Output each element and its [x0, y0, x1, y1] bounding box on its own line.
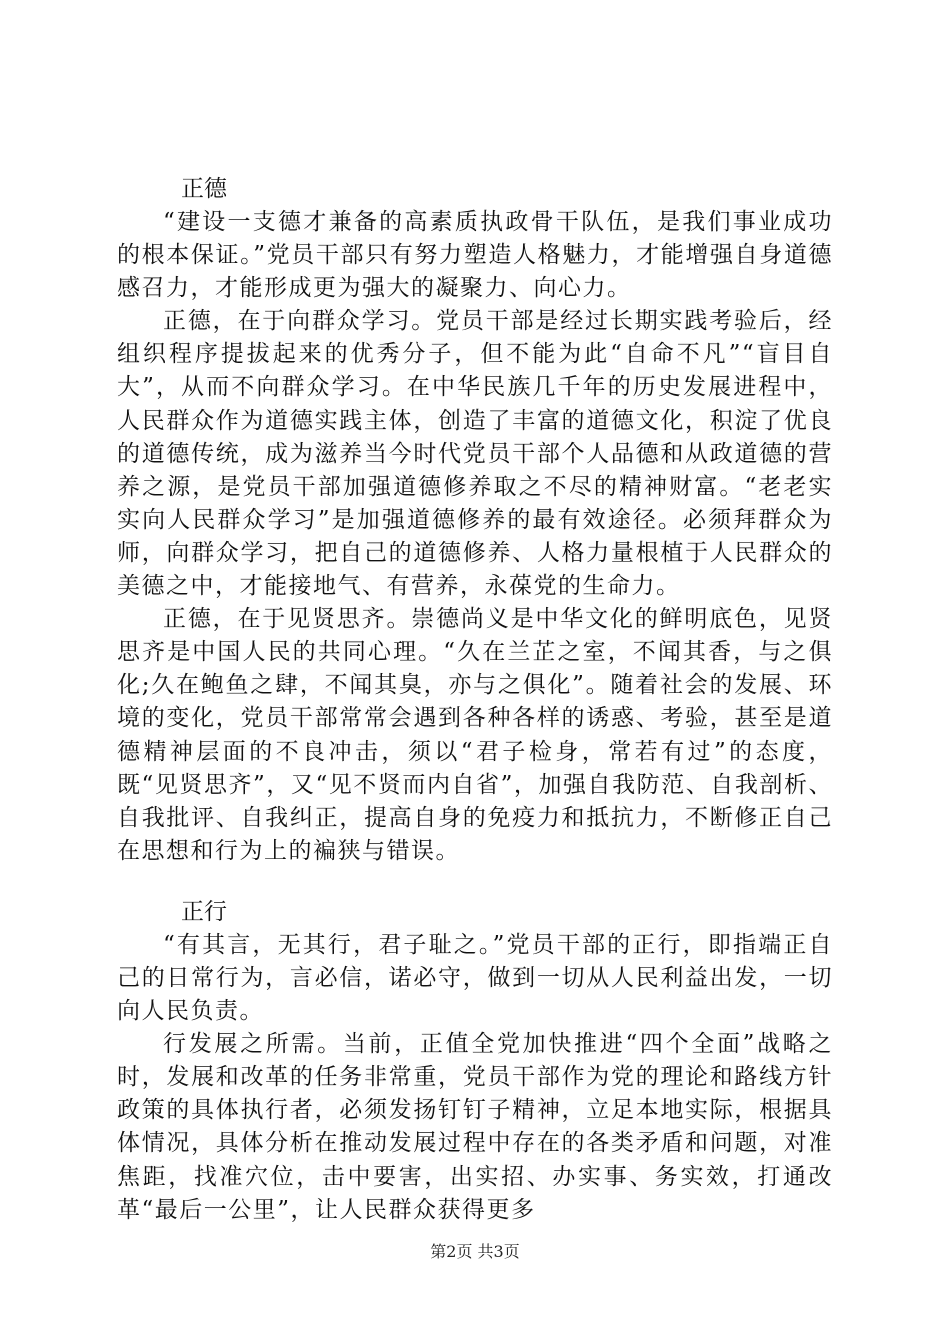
page-footer: 第2页 共3页 [430, 1242, 520, 1261]
section-spacer [117, 868, 833, 896]
paragraph: 正德，在于见贤思齐。崇德尚义是中华文化的鲜明底色，见贤思齐是中国人民的共同心理。“久在兰芷之室，不闻其香，与之俱化;久在鲍鱼之肆，不闻其臭，亦与之俱化”。随着社会的发展、环境的变化，党员干部常常会遇到各种各样的诱惑、考验，甚至是道德精神层面的不良冲击，须以“君子检身，常若有过”的态度，既“见贤思齐”，又“见不贤而内自省”，加强自我防范、自我剖析、自我批评、自我纠正，提高自身的免疫力和抵抗力，不断修正自己在思想和行为上的褊狭与错误。 [117, 606, 833, 864]
paragraph: 正德，在于向群众学习。党员干部是经过长期实践考验后，经组织程序提拔起来的优秀分子，但不能为此“自命不凡”“盲目自大”，从而不向群众学习。在中华民族几千年的历史发展进程中，人民群众作为道德实践主体，创造了丰富的道德文化，积淀了优良的道德传统，成为滋养当今时代党员干部个人品德和从政道德的营养之源，是党员干部加强道德修养取之不尽的精神财富。“老老实实向人民群众学习”是加强道德修养的最有效途径。必须拜群众为师，向群众学习，把自己的道德修养、人格力量根植于人民群众的美德之中，才能接地气、有营养，永葆党的生命力。 [117, 308, 833, 600]
paragraph: “建设一支德才兼备的高素质执政骨干队伍，是我们事业成功的根本保证。”党员干部只有努力塑造人格魅力，才能增强自身道德感召力，才能形成更为强大的凝聚力、向心力。 [117, 209, 833, 302]
section-title-zhengde: 正德 [181, 176, 227, 202]
paragraph: 行发展之所需。当前，正值全党加快推进“四个全面”战略之时，发展和改革的任务非常重，党员干部作为党的理论和路线方针政策的具体执行者，必须发扬钉钉子精神，立足本地实际，根据具体情况，具体分析在推动发展过程中存在的各类矛盾和问题，对准焦距，找准穴位，击中要害，出实招、办实事、务实效，打通改革“最后一公里”，让人民群众获得更多 [117, 1031, 833, 1223]
document-body [117, 173, 833, 1227]
section-title-zhengxing: 正行 [181, 898, 227, 925]
paragraph: “有其言，无其行，君子耻之。”党员干部的正行，即指端正自己的日常行为，言必信，诺必守，做到一切从人民利益出发，一切向人民负责。 [117, 931, 833, 1025]
